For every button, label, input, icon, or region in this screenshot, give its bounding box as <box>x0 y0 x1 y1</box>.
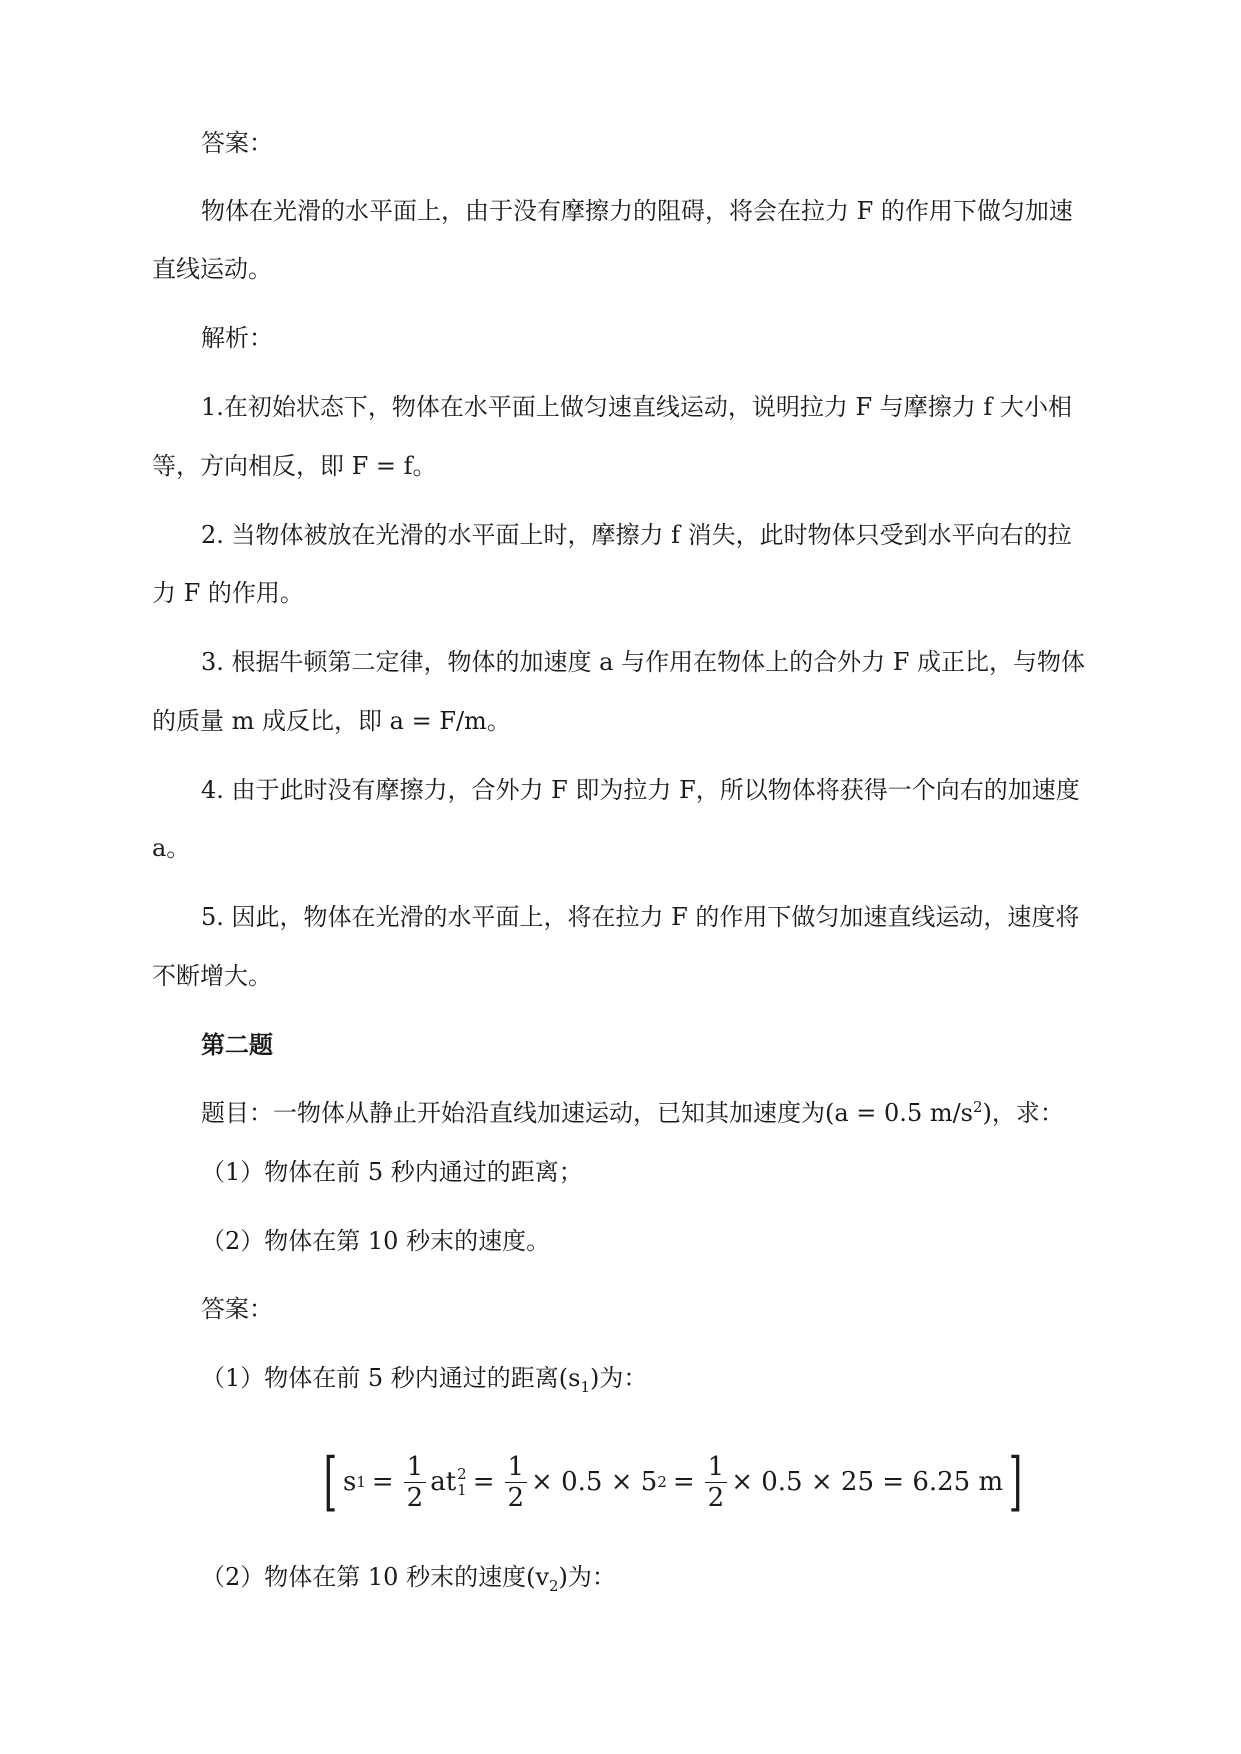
answer-label-2: 答案： <box>201 1295 273 1323</box>
fraction-3-denominator: 2 <box>707 1482 725 1513</box>
formula-close-bracket: ] <box>1008 1445 1023 1519</box>
fraction-1 <box>404 1452 427 1513</box>
s1-close: ) <box>590 1364 600 1392</box>
formula-middle-1: × 0.5 × 5 <box>531 1467 658 1497</box>
answer-text-line-1: 物体在光滑的水平面上，由于没有摩擦力的阻碍，将会在拉力 F 的作用下做匀加速 <box>201 197 1073 225</box>
formula-t-scripts <box>457 1466 467 1498</box>
analysis-point-1-line-2: 等，方向相反，即 F = f。 <box>152 452 437 480</box>
formula-s: s <box>342 1467 357 1497</box>
acceleration-close: ) <box>982 1099 992 1127</box>
analysis-point-3-line-2: 的质量 m 成反比，即 a = F/m。 <box>152 707 511 735</box>
fraction-2-numerator: 1 <box>505 1452 528 1483</box>
fraction-2-denominator: 2 <box>507 1482 525 1513</box>
analysis-point-4-line-2: a。 <box>152 834 191 862</box>
answer-2-suffix: 为： <box>567 1563 616 1591</box>
analysis-point-5-line-2: 不断增大。 <box>152 962 272 990</box>
distance-formula: [ s 1 = $\frac{1}{2}$ at 2 1 = $\frac{1}{2}$ × 0.5 × 5 2 = $\frac{1}{2}$ × 0.5 × 25 = 6.25 m ] <box>323 1445 1023 1519</box>
section-heading-question-2: 第二题 <box>201 1030 273 1059</box>
s1-symbol: (s <box>558 1364 581 1392</box>
formula-eq-1: = <box>371 1467 394 1497</box>
analysis-point-4-line-1: 4. 由于此时没有摩擦力，合外力 F 即为拉力 F，所以物体将获得一个向右的加速度 <box>201 776 1080 804</box>
analysis-point-3-line-1: 3. 根据牛顿第二定律，物体的加速度 a 与作用在物体上的合外力 F 成正比，与物体 <box>201 648 1086 676</box>
question-text: 题目：一物体从静止开始沿直线加速运动，已知其加速度为 <box>201 1099 825 1127</box>
analysis-point-2-line-2: 力 F 的作用。 <box>152 579 304 607</box>
analysis-point-2-line-1: 2. 当物体被放在光滑的水平面上时，摩擦力 f 消失，此时物体只受到水平向右的拉 <box>201 521 1072 549</box>
v2-close: ) <box>558 1563 568 1591</box>
fraction-2 <box>505 1452 528 1513</box>
formula-t-sub: 1 <box>457 1481 467 1499</box>
question-2-text <box>201 1098 1064 1128</box>
answer-2-intro <box>201 1562 616 1595</box>
formula-eq-2: = <box>472 1467 495 1497</box>
answer-1-intro <box>201 1363 648 1396</box>
sub-question-1: （1）物体在前 5 秒内通过的距离； <box>201 1158 583 1186</box>
fraction-3 <box>705 1452 728 1513</box>
formula-open-bracket: [ <box>323 1445 338 1519</box>
answer-1-suffix: 为： <box>599 1364 648 1392</box>
sub-question-2: （2）物体在第 10 秒末的速度。 <box>201 1227 551 1255</box>
fraction-3-numerator: 1 <box>705 1452 728 1483</box>
fraction-1-denominator: 2 <box>406 1482 424 1513</box>
formula-t-sup: 2 <box>457 1465 467 1483</box>
acceleration-expression: (a = 0.5 m/s <box>825 1099 973 1127</box>
s1-subscript: 1 <box>580 1377 591 1396</box>
formula-at: at <box>430 1467 457 1497</box>
v2-symbol: (v <box>526 1563 549 1591</box>
answer-label: 答案： <box>201 129 273 157</box>
fraction-1-numerator: 1 <box>404 1452 427 1483</box>
acceleration-exponent: 2 <box>973 1098 983 1116</box>
answer-text-line-2: 直线运动。 <box>152 255 272 283</box>
formula-middle-2: × 0.5 × 25 = 6.25 m <box>731 1467 1004 1497</box>
analysis-point-1-line-1: 1.在初始状态下，物体在水平面上做匀速直线运动，说明拉力 F 与摩擦力 f 大小相 <box>201 393 1072 421</box>
analysis-label: 解析： <box>201 324 273 352</box>
v2-subscript: 2 <box>549 1576 559 1595</box>
answer-1-text: （1）物体在前 5 秒内通过的距离 <box>201 1364 559 1392</box>
answer-2-text: （2）物体在第 10 秒末的速度 <box>201 1563 527 1591</box>
formula-eq-3: = <box>672 1467 695 1497</box>
analysis-point-5-line-1: 5. 因此，物体在光滑的水平面上，将在拉力 F 的作用下做匀加速直线运动，速度将 <box>201 903 1080 931</box>
question-ask: ，求： <box>991 1099 1064 1127</box>
